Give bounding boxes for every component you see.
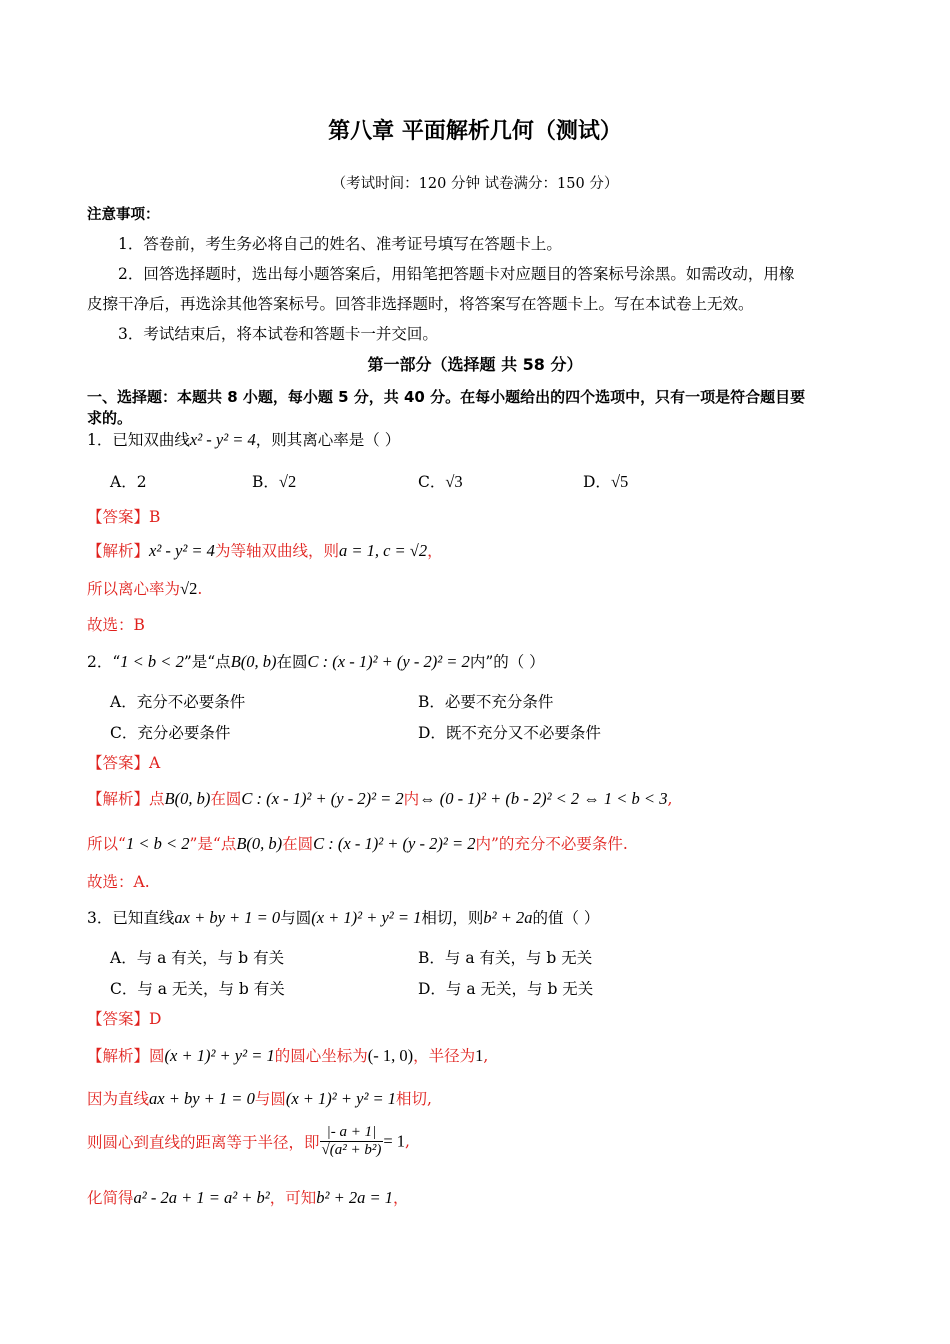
- q1-analysis-end: ，: [427, 542, 443, 560]
- part1-heading: 第一部分（选择题 共 58 分）: [367, 355, 583, 374]
- q3-dist-eq: = 1: [383, 1131, 406, 1151]
- q2-option-c: C．充分必要条件: [110, 724, 231, 742]
- q1-analysis-label: 【解析】: [87, 542, 150, 560]
- q2-cond: 1 < b < 2: [120, 652, 184, 671]
- q3-l2-mid: 与圆: [254, 1090, 286, 1108]
- q3-l1-mid: 的圆心坐标为: [274, 1047, 368, 1065]
- q1-option-c-label: C．: [418, 473, 446, 491]
- q1-analysis-2-pre: 所以离心率为: [87, 580, 181, 598]
- q3-answer: 【答案】D: [87, 1010, 162, 1028]
- notice-item-2a: 2．回答选择题时，选出每小题答案后，用铅笔把答题卡对应题目的答案标号涂黑。如需改动，用橡: [118, 265, 795, 283]
- q3-l2-line: ax + by + 1 = 0: [149, 1089, 255, 1108]
- q2-analysis-2-post: 内”的充分不必要条件.: [475, 835, 628, 853]
- q2-analysis-pre: 点: [149, 790, 165, 808]
- q3-dist-den: √(a² + b²): [321, 1142, 382, 1158]
- q3-analysis-4: [87, 1186, 409, 1208]
- q3-stem: [87, 906, 599, 928]
- q1-hyperbola: x² - y² = 4: [189, 430, 256, 449]
- q3-l2-post: 相切,: [396, 1090, 432, 1108]
- section-heading-a: 一、选择题：本题共 8 小题，每小题 5 分，共 40 分。在每小题给出的四个选项中，只有一项是符合题目要: [87, 388, 806, 406]
- q3-l1-radius: 1: [475, 1046, 484, 1065]
- q3-stem-mid2: 相切，则: [421, 909, 484, 927]
- q3-option-a: A．与 a 有关，与 b 有关: [110, 949, 285, 967]
- q2-point: B(0, b): [230, 652, 277, 671]
- q3-analysis-1: 【解析】圆(x + 1)² + y² = 1的圆心坐标为(- 1, 0)，半径为1,: [87, 1046, 489, 1065]
- q3-l1-circle: (x + 1)² + y² = 1: [164, 1046, 275, 1065]
- q3-l4-post: ，: [393, 1189, 409, 1207]
- q3-l2-circle: (x + 1)² + y² = 1: [285, 1089, 397, 1108]
- q3-analysis-3: 则圆心到直线的距离等于半径，即 $\frac{|- a + 1|}{\text{√(a² + b²)}}$ = 1,: [87, 1124, 410, 1158]
- q3-stem-pre: 3．已知直线: [87, 909, 175, 927]
- q1-option-a: A．2: [110, 473, 147, 491]
- q2-answer: 【答案】A: [87, 754, 161, 772]
- q2-circle: C : (x - 1)² + (y - 2)² = 2: [307, 652, 470, 671]
- q1-stem-post: ，则其离心率是（ ）: [255, 431, 401, 449]
- q2-analysis-2-pre: 所以“: [87, 835, 126, 853]
- q3-l4-pre: 化简得: [87, 1189, 134, 1207]
- q1-option-c: [418, 470, 463, 492]
- q1-option-d-value: √5: [610, 472, 629, 491]
- q1-analysis-mid: 为等轴双曲线，则: [214, 542, 339, 560]
- q3-stem-mid: 与圆: [280, 909, 312, 927]
- q3-dist-num: |- a + 1|: [320, 1124, 384, 1142]
- q3-analysis-label: 【解析】: [87, 1047, 150, 1065]
- q1-analysis-2-value: √2: [180, 579, 198, 598]
- q2-conclusion: 故选：A.: [87, 873, 150, 891]
- q2-stem-mid2: 在圆: [276, 653, 308, 671]
- q3-l4-mid: ，可知: [269, 1189, 317, 1207]
- q1-option-b-value: √2: [278, 472, 297, 491]
- q2-stem: [87, 650, 545, 672]
- q3-expr: b² + 2a: [483, 908, 533, 927]
- q3-l4-result: b² + 2a = 1: [316, 1188, 393, 1207]
- q1-analysis-1: [87, 539, 443, 561]
- q1-analysis-2-post: .: [197, 580, 203, 598]
- q2-stem-post: 内”的（ ）: [469, 653, 545, 671]
- q2-option-d: D．既不充分又不必要条件: [418, 724, 601, 742]
- q1-analysis-ac: a = 1, c = √2: [338, 541, 428, 560]
- q2-option-b: B．必要不充分条件: [418, 693, 554, 711]
- notice-item-1: 1．答卷前，考生务必将自己的姓名、准考证号填写在答题卡上。: [118, 235, 562, 253]
- q1-option-d-label: D．: [583, 473, 611, 491]
- q3-l3-pre: 则圆心到直线的距离等于半径，即: [87, 1133, 320, 1152]
- notice-heading: 注意事项：: [87, 207, 160, 223]
- q2-analysis-mid: 在圆: [210, 790, 242, 808]
- q1-option-b-label: B．: [252, 473, 279, 491]
- q2-analysis-in: 内: [403, 790, 420, 808]
- q3-l1-center: (- 1, 0): [367, 1046, 414, 1065]
- q3-distance-fraction: [320, 1124, 384, 1159]
- q3-analysis-2: [87, 1087, 432, 1109]
- q1-stem-pre: 1．已知双曲线: [87, 431, 190, 449]
- q2-stem-pre: 2．“: [87, 653, 121, 671]
- exam-info: （考试时间：120 分钟 试卷满分：150 分）: [331, 176, 619, 192]
- q3-option-c: C．与 a 无关，与 b 有关: [110, 980, 285, 998]
- q2-option-a: A．充分不必要条件: [110, 693, 246, 711]
- notice-item-3: 3．考试结束后，将本试卷和答题卡一并交回。: [118, 325, 438, 343]
- section-heading-b: 求的。: [87, 409, 133, 427]
- q3-stem-post: 的值（ ）: [532, 909, 600, 927]
- q2-stem-mid1: ”是“点: [183, 653, 231, 671]
- q3-l1-pre: 圆: [149, 1047, 165, 1065]
- q1-analysis-hyperbola: x² - y² = 4: [149, 541, 215, 560]
- q1-option-d: [583, 470, 628, 492]
- q2-analysis-2-point: B(0, b): [236, 834, 283, 853]
- q1-option-b: [252, 470, 296, 492]
- q2-analysis-label: 【解析】: [87, 790, 150, 808]
- q3-option-b: B．与 a 有关，与 b 无关: [418, 949, 593, 967]
- q1-stem: [87, 428, 400, 450]
- q2-analysis-circle: C : (x - 1)² + (y - 2)² = 2: [241, 789, 404, 808]
- q2-analysis-2-cond: 1 < b < 2: [125, 834, 190, 853]
- q3-line: ax + by + 1 = 0: [174, 908, 281, 927]
- q3-option-d: D．与 a 无关，与 b 无关: [418, 980, 594, 998]
- q1-answer: 【答案】B: [87, 508, 161, 526]
- q2-analysis-2-circle: C : (x - 1)² + (y - 2)² = 2: [313, 834, 476, 853]
- q2-analysis-2-mid2: 在圆: [282, 835, 314, 853]
- q2-analysis-chain: ⇔ (0 - 1)² + (b - 2)² < 2 ⇔ 1 < b < 3: [419, 789, 668, 808]
- q1-conclusion: 故选：B: [87, 616, 145, 634]
- q2-analysis-2: [87, 832, 628, 854]
- q3-l4-simplify: a² - 2a + 1 = a² + b²: [133, 1188, 270, 1207]
- q1-analysis-2: [87, 577, 202, 599]
- q2-analysis-2-mid1: ”是“点: [189, 835, 237, 853]
- page-title: 第八章 平面解析几何（测试）: [328, 119, 622, 144]
- q1-option-c-value: √3: [445, 472, 463, 491]
- q2-analysis-1: 【解析】点B(0, b)在圆C : (x - 1)² + (y - 2)² = 2内⇔ (0 - 1)² + (b - 2)² < 2 ⇔ 1 < b < 3,: [87, 789, 673, 808]
- notice-item-2b: 皮擦干净后，再选涂其他答案标号。回答非选择题时，将答案写在答题卡上。写在本试卷上无效。: [87, 295, 754, 313]
- q3-l2-pre: 因为直线: [87, 1090, 150, 1108]
- q3-circle: (x + 1)² + y² = 1: [311, 908, 422, 927]
- q3-l1-mid2: ，半径为: [413, 1047, 476, 1065]
- q2-analysis-point: B(0, b): [164, 789, 211, 808]
